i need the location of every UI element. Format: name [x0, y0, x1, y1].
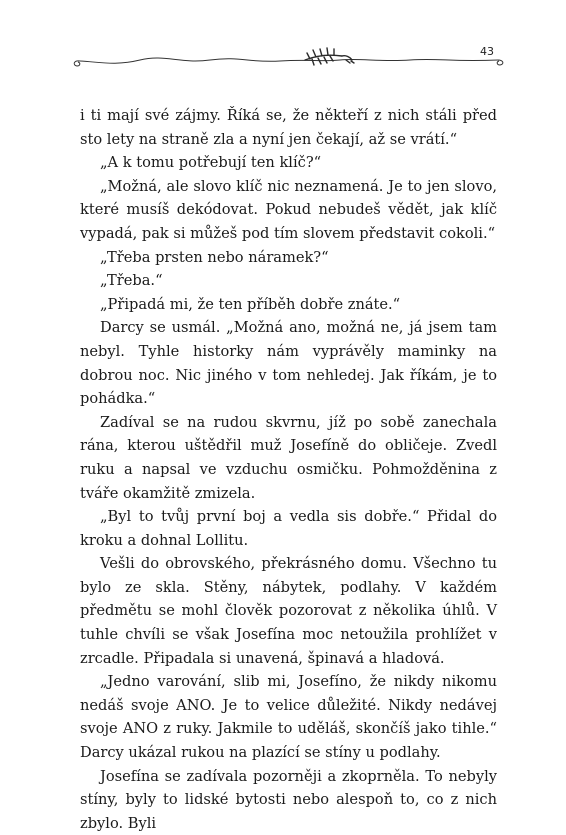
paragraph: Darcy se usmál. „Možná ano, možná ne, já jsem tam nebyl. Tyhle historky nám vyprávěly maminky na dobrou noc. Nic jiného v tom nehledej. Jak říkám, je to pohádka.“ [80, 319, 497, 408]
paragraph: Vešli do obrovského, překrásného domu. Všechno tu bylo ze skla. Stěny, nábytek, podlahy. V každém předmětu se mohl člověk pozorovat z několika úhlů. V tuhle chvíli se však Josefína moc netoužila prohlížet v zrcadle. Připadala si unavená, špinavá a hladová. [80, 555, 497, 667]
body-text [80, 104, 497, 835]
paragraph: Zadíval se na rudou skvrnu, jíž po sobě zanechala rána, kterou uštědřil muž Josefíně do obličeje. Zvedl ruku a napsal ve vzduchu osmičku. Pohmožděnina z tváře okamžitě zmizela. [80, 413, 497, 502]
paragraph: „A k tomu potřebují ten klíč?“ [100, 154, 322, 172]
paragraph: „Jedno varování, slib mi, Josefíno, že nikdy nikomu nedáš svoje ANO. Je to velice důležité. Nikdy nedávej svoje ANO z ruky. Jakmile to uděláš, skončíš jako tihle.“ Darcy ukázal rukou na plazící se stíny u podlahy. [80, 673, 497, 762]
paragraph: „Připadá mi, že ten příběh dobře znáte.“ [100, 295, 401, 313]
vine-ornament-icon [0, 0, 566, 80]
paragraph: „Byl to tvůj první boj a vedla sis dobře.“ Přidal do kroku a dohnal Lollitu. [80, 508, 497, 549]
paragraph: „Třeba prsten nebo náramek?“ [100, 248, 329, 266]
paragraph: „Třeba.“ [100, 272, 163, 290]
page-number: 43 [480, 45, 494, 58]
paragraph: i ti mají své zájmy. Říká se, že někteří z nich stáli před sto lety na straně zla a nyní jen čekají, až se vrátí.“ [80, 107, 497, 148]
page-header [0, 0, 566, 80]
paragraph: Josefína se zadívala pozorněji a zkoprněla. To nebyly stíny, byly to lidské bytosti nebo alespoň to, co z nich zbylo. Byli [80, 767, 497, 832]
paragraph: „Možná, ale slovo klíč nic neznamená. Je to jen slovo, které musíš dekódovat. Pokud nebudeš vědět, jak klíč vypadá, pak si můžeš pod tím slovem představit cokoli.“ [80, 177, 497, 242]
